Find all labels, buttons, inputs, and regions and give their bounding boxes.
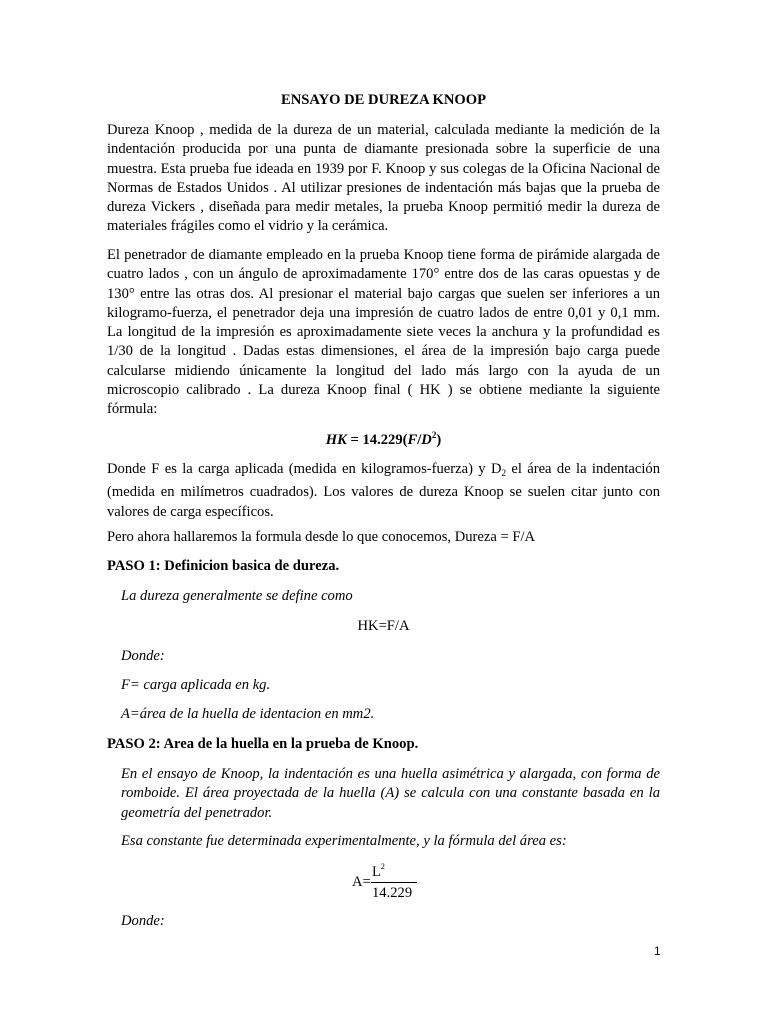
paso1-definition: La dureza generalmente se define como [121, 588, 353, 604]
page-number: 1 [654, 944, 661, 958]
formula-d: D [421, 432, 432, 448]
paso1-heading: PASO 1: Definicion basica de dureza. [107, 558, 340, 574]
paso1-a-line: A=área de la huella de identacion en mm2. [121, 706, 375, 722]
formula-slash: / [417, 432, 422, 448]
formula-close: ) [436, 432, 442, 448]
paso2-donde: Donde: [121, 913, 165, 929]
paso2-paragraph: En el ensayo de Knoop, la indentación es una huella asimétrica y alargada, con forma de romboide. El área proyectada de la huella (A) se calcula con una constante basada en la geometría del penetrador. [121, 766, 660, 821]
paso1-donde: Donde: [121, 648, 165, 664]
formula-eq: = 14.229( [346, 432, 408, 448]
formula-f: F [407, 432, 418, 448]
paso2-heading: PASO 2: Area de la huella en la prueba de Knoop. [107, 736, 419, 752]
fraction-bar [371, 882, 417, 883]
paso1-formula: HK=F/A [357, 618, 410, 634]
paragraph-penetrator: El penetrador de diamante empleado en la prueba Knoop tiene forma de pirámide alargada de cuatro lados , con un ángulo de aproximadamente 170° entre dos de las caras opuestas y de 130° entre las otras dos. Al presionar el material bajo cargas que suelen ser inferiores a un kilogramo-fuerza, el penetrador deja una impresión de cuatro lados de entre 0,01 y 0,1 mm. La longitud de la impresión es aproximadamente siete veces la anchura y la profundidad es 1/30 de la longitud . Dadas estas dimensiones, el área de la impresión bajo carga puede calcularse midiendo únicamente la longitud del lado más largo con la ayuda de un microscopio calibrado . La dureza Knoop final ( HK ) se obtiene mediante la siguiente fórmula: [107, 247, 660, 418]
document-title: ENSAYO DE DUREZA KNOOP [280, 92, 487, 108]
paragraph-intro: Dureza Knoop , medida de la dureza de un material, calculada mediante la medición de la indentación producida por una punta de diamante presionada sobre la superficie de una muestra. Esta prueba fue ideada en 1939 por F. Knoop y sus colegas de la Oficina Nacional de Normas de Estados Unidos . Al utilizar presiones de indentación más bajas que la prueba de dureza Vickers , diseñada para medir metales, la prueba Knoop permitió medir la dureza de materiales frágiles como el vidrio y la cerámica. [107, 122, 660, 235]
formula-exponent: 2 [431, 430, 437, 440]
area-formula-denominator: 14.229 [372, 885, 413, 901]
paragraph-donde-sub: 2 [501, 468, 506, 478]
knoop-formula [107, 430, 660, 449]
paragraph-donde-before: Donde F es la carga aplicada (medida en kilogramos-fuerza) y D [107, 461, 502, 477]
paso2-const-line: Esa constante fue determinada experimentalmente, y la fórmula del área es: [121, 833, 567, 849]
area-formula-l: L [372, 864, 381, 880]
paragraph-donde [107, 460, 660, 522]
paso1-f-line: F= carga aplicada en kg. [121, 677, 271, 693]
area-formula-numerator [372, 862, 385, 881]
area-formula-lhs: A= [352, 874, 371, 890]
paragraph-donde-after: el área de la indentación (medida en milímetros cuadrados). Los valores de dureza Knoop se suelen citar junto con valores de carga específicos. [107, 461, 660, 520]
pero-line: Pero ahora hallaremos la formula desde lo que conocemos, Dureza = F/A [107, 529, 536, 545]
formula-hk: HK [325, 432, 347, 448]
area-formula-exp: 2 [380, 862, 385, 871]
